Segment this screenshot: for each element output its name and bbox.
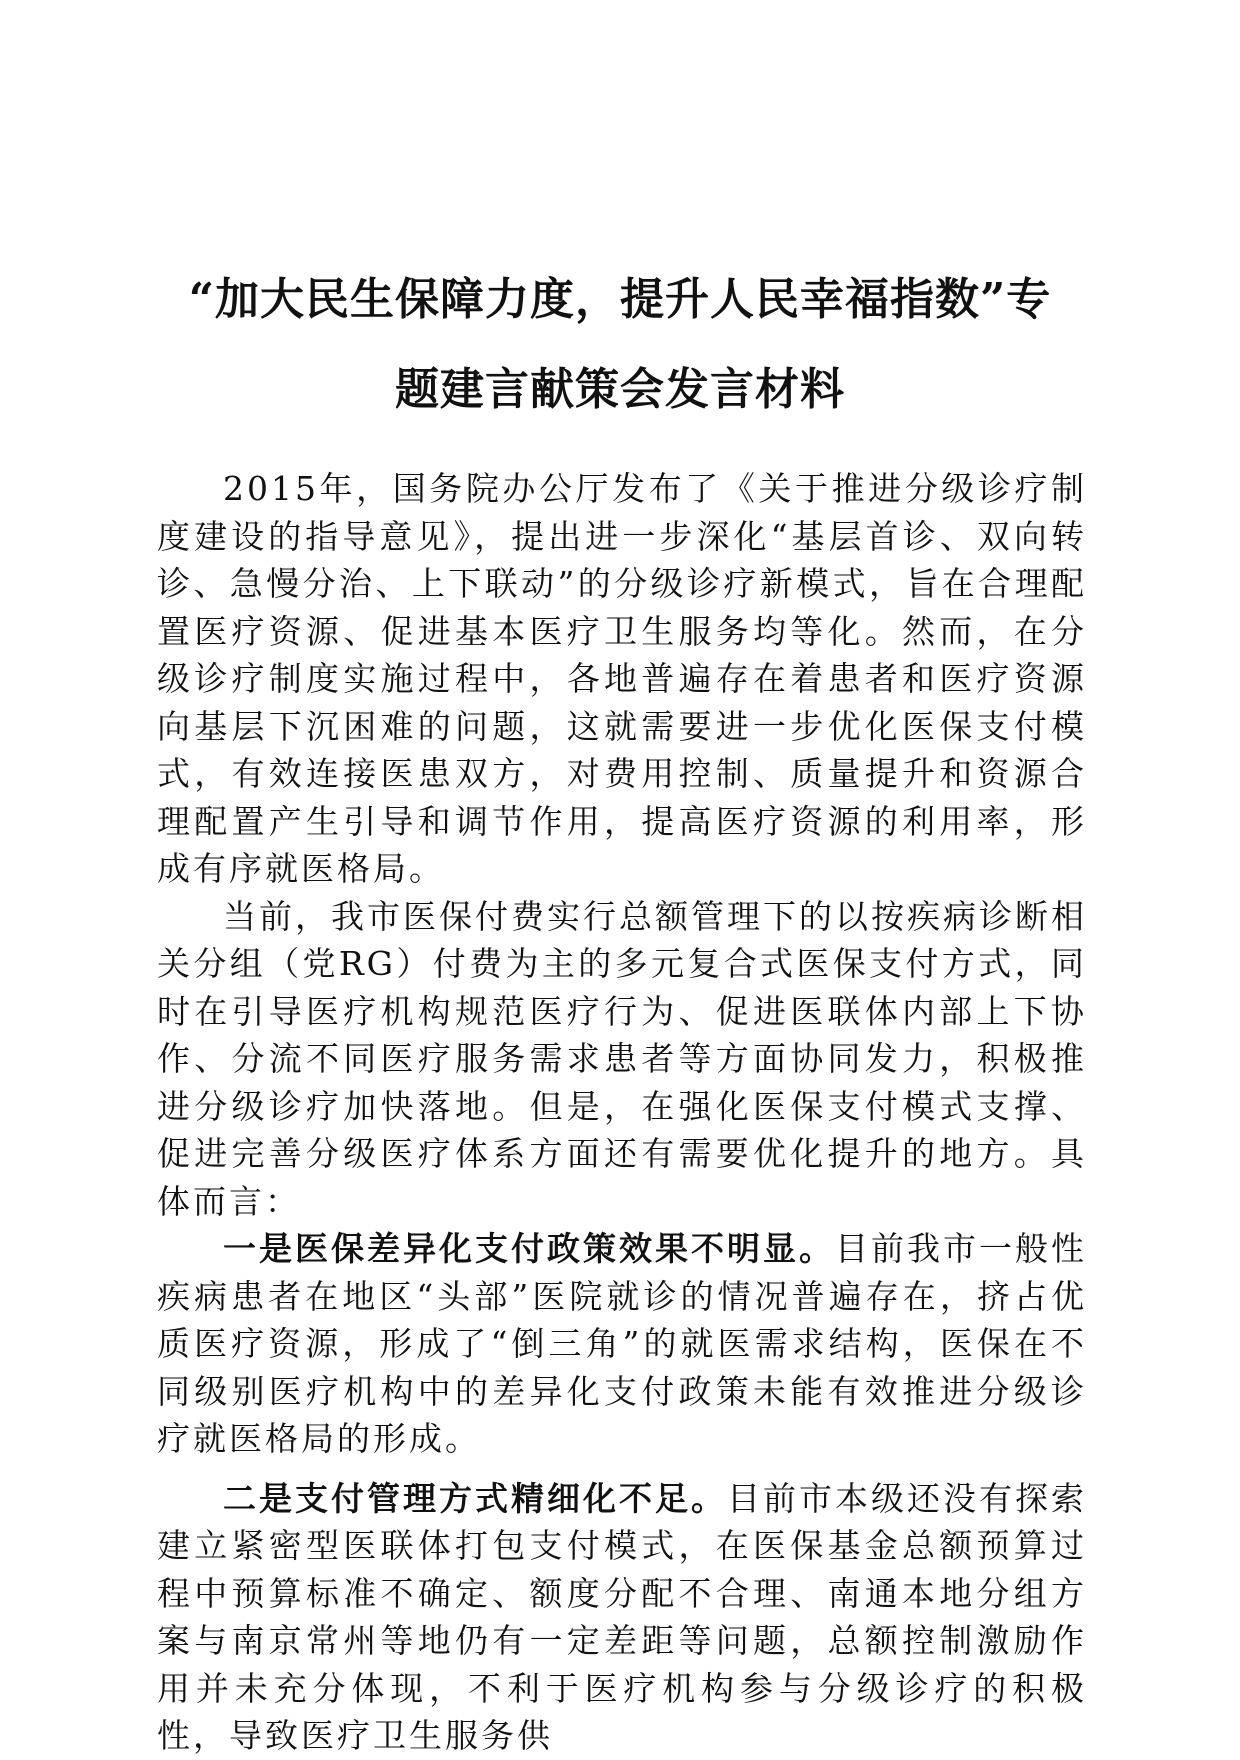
document-title (150, 255, 1090, 435)
issue-one-text: 目前我市一般性疾病患者在地区“头部”医院就诊的情况普遍存在，挤占优质医疗资源，形成了“倒三角”的就医需求结构，医保在不同级别医疗机构中的差异化支付政策未能有效推进分级诊疗就医格局的形成。 (157, 1229, 1087, 1458)
issue-two-text: 目前市本级还没有探索建立紧密型医联体打包支付模式，在医保基金总额预算过程中预算标准不确定、额度分配不合理、南通本地分组方案与南京常州等地仍有一定差距等问题，总额控制激励作用并未充分体现，不利于医疗机构参与分级诊疗的积极性，导致医疗卫生服务供 (157, 1478, 1087, 1755)
paragraph-issue-two (157, 1475, 1087, 1760)
issue-one-heading: 一是医保差异化支付政策效果不明显。 (223, 1229, 835, 1268)
paragraph-issue-one (157, 1225, 1087, 1463)
title-line-2: 题建言献策会发言材料 (395, 364, 845, 415)
title-line-1: “加大民生保障力度，提升人民幸福指数”专 (188, 274, 1052, 325)
paragraph-current-status: 当前，我市医保付费实行总额管理下的以按疾病诊断相关分组（党RG）付费为主的多元复合式医保支付方式，同时在引导医疗机构规范医疗行为、促进医联体内部上下协作、分流不同医疗服务需求患者等方面协同发力，积极推进分级诊疗加快落地。但是，在强化医保支付模式支撑、促进完善分级医疗体系方面还有需要优化提升的地方。具体而言： (157, 896, 1087, 1221)
document-body (157, 465, 1087, 1760)
paragraph-background: 2015年，国务院办公厅发布了《关于推进分级诊疗制度建设的指导意见》，提出进一步深化“基层首诊、双向转诊、急慢分治、上下联动”的分级诊疗新模式，旨在合理配置医疗资源、促进基本医疗卫生服务均等化。然而，在分级诊疗制度实施过程中，各地普遍存在着患者和医疗资源向基层下沉困难的问题，这就需要进一步优化医保支付模式，有效连接医患双方，对费用控制、质量提升和资源合理配置产生引导和调节作用，提高医疗资源的利用率，形成有序就医格局。 (157, 469, 1087, 888)
issue-two-heading: 二是支付管理方式精细化不足。 (223, 1478, 727, 1518)
